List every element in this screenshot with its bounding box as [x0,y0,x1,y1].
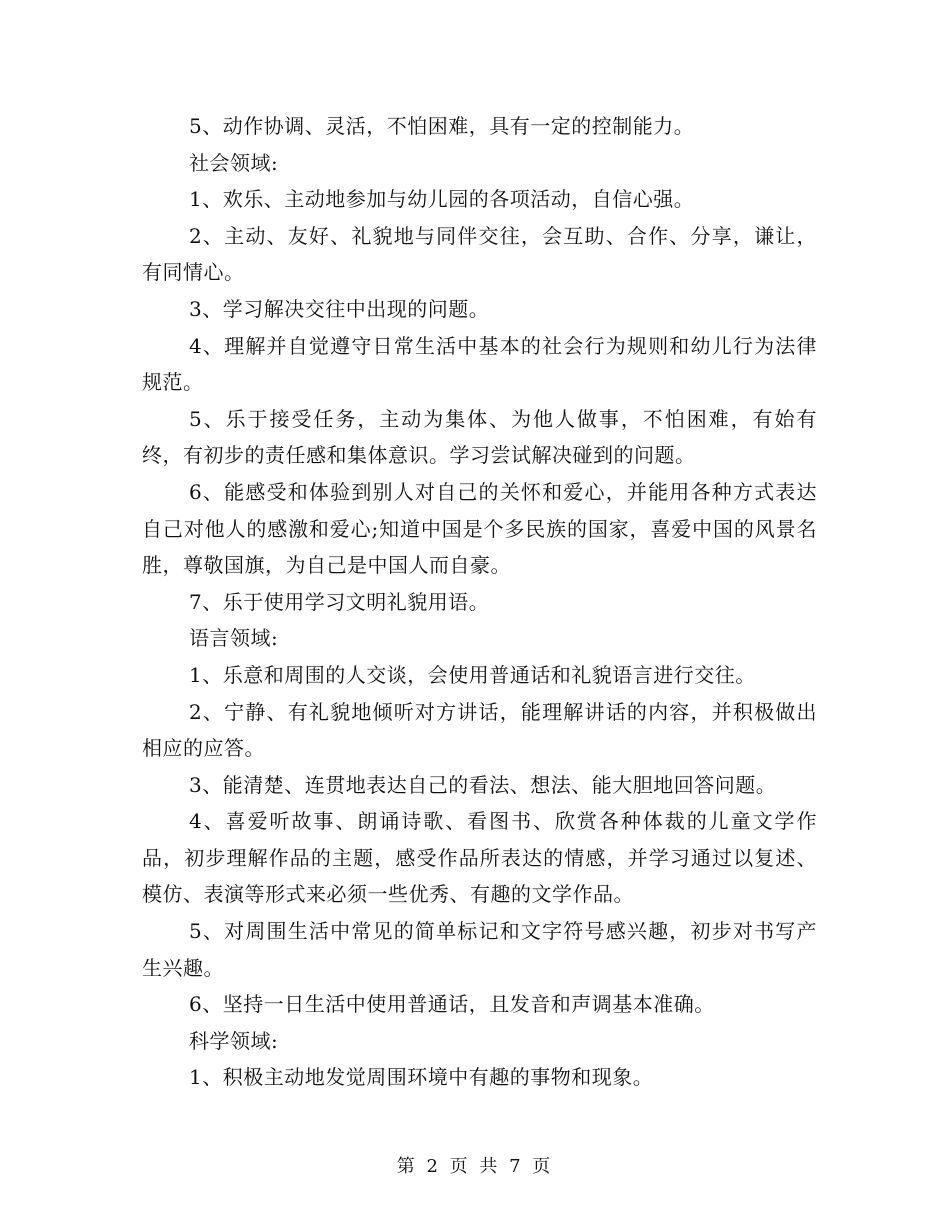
paragraph: 7、乐于使用学习文明礼貌用语。 [189,589,490,614]
paragraph: 5、动作协调、灵活，不怕困难，具有一定的控制能力。 [189,114,695,138]
paragraph: 5、乐于接受任务，主动为集体、为他人做事，不怕困难，有始有终，有初步的责任感和集体意识。学习尝试解决碰到的问题。 [142,406,817,468]
paragraph: 5、对周围生活中常见的简单标记和文字符号感兴趣，初步对书写产生兴趣。 [142,919,817,980]
section-heading-science: 科学领域: [189,1028,279,1053]
paragraph: 1、欢乐、主动地参加与幼儿园的各项活动，自信心强。 [189,187,695,212]
paragraph: 3、学习解决交往中出现的问题。 [189,296,490,321]
paragraph: 1、积极主动地发觉周围环境中有趣的事物和现象。 [189,1065,654,1090]
paragraph: 4、理解并自觉遵守日常生活中基本的社会行为规则和幼儿行为法律规范。 [142,333,817,395]
paragraph: 2、主动、友好、礼貌地与同伴交往，会互助、合作、分享，谦让，有同情心。 [142,223,817,285]
page-number-footer: 第 2 页 共 7 页 [396,1156,554,1177]
document-body [142,108,817,1096]
paragraph: 3、能清楚、连贯地表达自己的看法、想法、能大胆地回答问题。 [189,772,777,797]
paragraph: 6、能感受和体验到别人对自己的关怀和爱心，并能用各种方式表达自己对他人的感激和爱心;知道中国是个多民族的国家，喜爱中国的风景名胜，尊敬国旗，为自己是中国人而自豪。 [142,479,817,578]
paragraph: 4、喜爱听故事、朗诵诗歌、看图书、欣赏各种体裁的儿童文学作品，初步理解作品的主题，感受作品所表达的情感，并学习通过以复述、模仿、表演等形式来必须一些优秀、有趣的文学作品。 [142,809,817,907]
section-heading-language: 语言领域: [189,626,279,651]
section-heading-social: 社会领域: [189,150,279,175]
paragraph: 1、乐意和周围的人交谈，会使用普通话和礼貌语言进行交往。 [189,662,756,687]
paragraph: 6、坚持一日生活中使用普通话，且发音和声调基本准确。 [189,992,715,1017]
paragraph: 2、宁静、有礼貌地倾听对方讲话，能理解讲话的内容，并积极做出相应的应答。 [142,699,817,761]
